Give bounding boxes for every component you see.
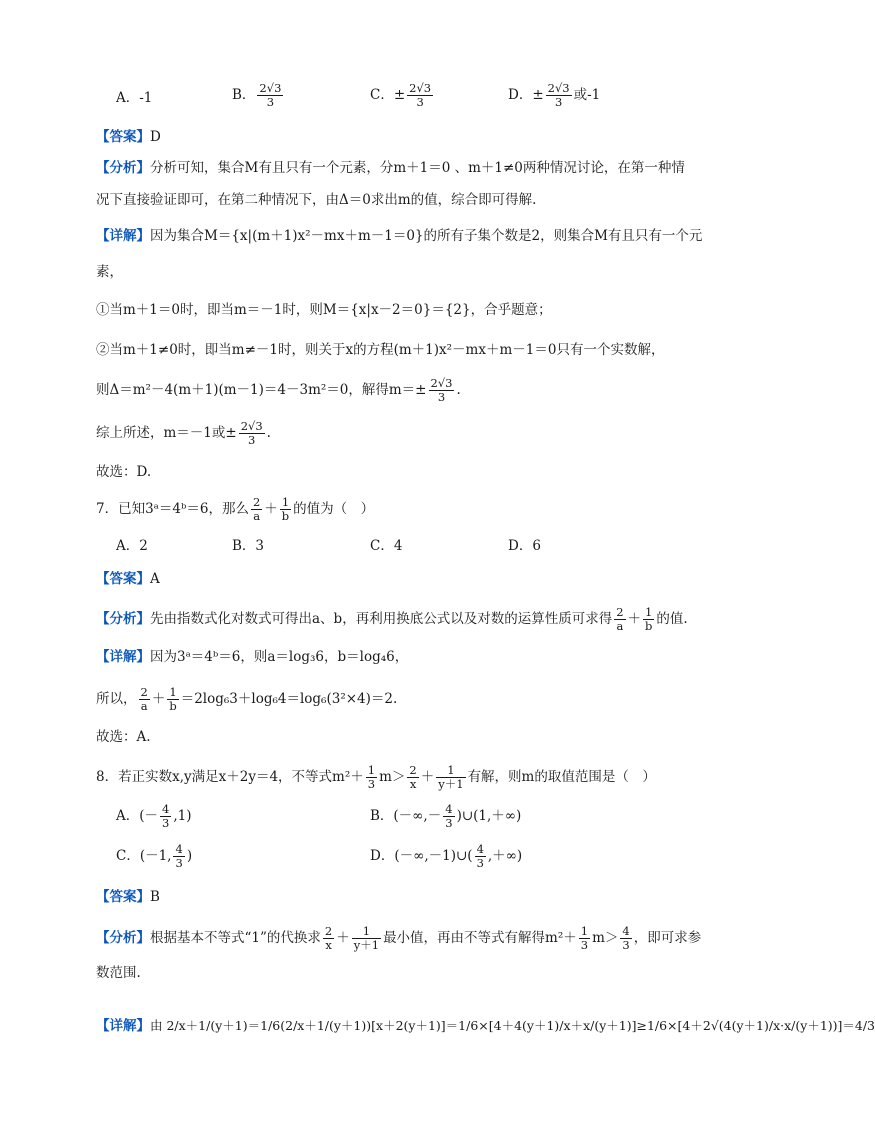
q6-option-d-suffix: 或-1 — [573, 87, 601, 103]
q6-option-b-fraction — [257, 82, 283, 109]
q8-analysis-f1-den: x — [325, 938, 332, 952]
q6-summary-prefix: 综上所述，m＝－1或± — [96, 425, 237, 441]
q7-detail-plus: ＋ — [151, 691, 166, 707]
q7-analysis-f1-num: 2 — [616, 605, 624, 619]
q6-analysis-text1: 分析可知，集合M有且只有一个元素，分m＋1＝0 、m＋1≠0两种情况讨论，在第一种情 — [150, 160, 685, 176]
q8-answer: B — [150, 889, 160, 905]
q7-stem-suffix: 的值为（ ） — [293, 501, 375, 517]
q7-detail-fraction-2 — [167, 686, 178, 713]
q8-option-a-num: 4 — [162, 802, 170, 816]
q7-analysis-plus: ＋ — [627, 611, 642, 627]
q7-analysis-suffix: 的值. — [656, 611, 688, 627]
q7-answer-line — [96, 569, 704, 589]
q6-option-d-num: 2√3 — [547, 81, 570, 95]
q6-option-b-den: 3 — [266, 95, 275, 109]
q7-analysis-fraction-2 — [643, 606, 654, 633]
q8-analysis-tag: 【分析】 — [96, 930, 150, 946]
q8-option-a — [116, 803, 192, 830]
q7-option-b: B．3 — [232, 538, 265, 554]
q8-option-c-num: 4 — [175, 842, 183, 856]
q6-option-d-fraction — [546, 82, 572, 109]
q6-summary-num: 2√3 — [240, 419, 263, 433]
q8-stem-f3-den: y＋1 — [438, 777, 464, 791]
q8-option-d-den: 3 — [476, 856, 484, 870]
q8-option-c — [116, 843, 192, 870]
q8-answer-line — [96, 887, 704, 907]
q6-summary-fraction — [239, 420, 265, 447]
q6-detail-tag: 【详解】 — [96, 228, 150, 244]
q8-analysis-fraction-4 — [620, 925, 631, 952]
q8-option-c-den: 3 — [175, 856, 183, 870]
q8-analysis-f3-num: 1 — [580, 924, 589, 938]
q6-analysis-tag: 【分析】 — [96, 160, 150, 176]
q7-detail-l2-prefix: 所以， — [96, 691, 137, 707]
q7-choose: 故选：A. — [96, 729, 151, 745]
q8-option-b-suffix: )∪(1,＋∞) — [456, 808, 522, 824]
q6-option-b-prefix: B． — [232, 87, 256, 103]
q8-analysis-line2: 数范围. — [96, 965, 141, 981]
q8-option-b-num: 4 — [445, 802, 453, 816]
q7-stem — [96, 496, 704, 523]
q7-analysis-line — [96, 606, 704, 633]
q8-option-a-suffix: ,1) — [173, 808, 192, 824]
q7-detail-f2-den: b — [169, 699, 177, 713]
q7-stem-prefix: 7．已知3ᵃ＝4ᵇ＝6，那么 — [96, 501, 249, 517]
q7-detail-f2-num: 1 — [167, 686, 178, 700]
q7-detail-fraction-1 — [139, 686, 150, 713]
q8-stem-mid: m＞ — [379, 769, 406, 785]
q7-analysis-prefix: 先由指数式化对数式可得出a、b，再利用换底公式以及对数的运算性质可求得 — [150, 611, 613, 627]
q6-analysis-line2: 况下直接验证即可，在第二种情况下，由Δ＝0求出m的值，综合即可得解. — [96, 192, 537, 208]
q7-detail-text1: 因为3ᵃ＝4ᵇ＝6，则a＝log₃6，b＝log₄6， — [150, 649, 409, 665]
q6-analysis-line1 — [96, 158, 704, 178]
q8-option-a-fraction — [160, 803, 171, 830]
q7-analysis-f2-den: b — [645, 619, 653, 633]
q8-stem-fraction-3 — [436, 764, 465, 791]
q7-detail-line1 — [96, 647, 704, 667]
q8-option-d-prefix: D．(－∞,－1)∪( — [370, 848, 473, 864]
q8-analysis-prefix: 根据基本不等式“1”的代换求 — [150, 930, 321, 946]
q7-analysis-fraction-1 — [614, 606, 625, 633]
q8-stem-fraction-1 — [366, 764, 377, 791]
q8-analysis-suffix: ，即可求参 — [633, 930, 702, 946]
q8-option-c-prefix: C．(－1, — [116, 848, 172, 864]
q6-option-b — [232, 82, 285, 109]
q6-summary-line — [96, 420, 704, 447]
q8-option-a-prefix: A．(－ — [116, 808, 159, 824]
q8-analysis-f2-den: y＋1 — [353, 938, 380, 952]
q6-detail-line1 — [96, 226, 704, 246]
q8-analysis-fraction-1 — [323, 925, 334, 952]
q8-analysis-mid: 最小值，再由不等式有解得m²＋ — [383, 930, 577, 946]
q7-answer: A — [150, 571, 160, 587]
q6-option-c-num: 2√3 — [409, 81, 432, 95]
q8-option-d — [370, 843, 522, 870]
q8-option-b — [370, 803, 521, 830]
q6-option-c — [370, 82, 435, 109]
q8-stem — [96, 764, 704, 791]
q8-analysis-f3-den: 3 — [580, 938, 589, 952]
q6-option-c-fraction — [407, 82, 433, 109]
q6-detail-line2: 素， — [96, 264, 123, 280]
q6-option-c-prefix: C．± — [370, 87, 406, 103]
q8-stem-plus: ＋ — [420, 769, 435, 785]
q7-option-a: A．2 — [116, 538, 148, 554]
q6-delta-prefix: 则Δ＝m²－4(m＋1)(m－1)＝4－3m²＝0，解得m＝± — [96, 382, 427, 398]
q7-option-c: C．4 — [370, 538, 403, 554]
q6-option-d — [508, 82, 600, 109]
q8-option-b-prefix: B．(－∞,－ — [370, 808, 442, 824]
q6-choose: 故选：D. — [96, 464, 152, 480]
q6-case2: ②当m＋1≠0时，即当m≠－1时，则关于x的方程(m＋1)x²－mx＋m－1＝0只有一个实数解， — [96, 342, 665, 358]
q7-stem-f1-num: 2 — [252, 495, 261, 509]
q7-analysis-f2-num: 1 — [643, 606, 654, 620]
q7-stem-fraction-1 — [251, 496, 262, 523]
q8-option-c-fraction — [173, 843, 184, 870]
q8-analysis-fraction-2 — [352, 925, 381, 952]
q6-summary-den: 3 — [248, 433, 256, 447]
q8-stem-f1-num: 1 — [367, 763, 376, 777]
q6-answer: D — [150, 129, 161, 145]
q8-analysis-plus: ＋ — [336, 930, 350, 946]
q6-delta-fraction — [429, 377, 455, 404]
q6-option-a: A．-1 — [116, 90, 153, 106]
q6-option-b-num: 2√3 — [259, 81, 282, 95]
q7-stem-f2-num: 1 — [280, 496, 291, 510]
q6-delta-num: 2√3 — [430, 376, 453, 390]
q8-analysis-fraction-3 — [579, 925, 590, 952]
q8-detail-line — [96, 1016, 875, 1036]
q8-answer-tag: 【答案】 — [96, 889, 150, 905]
q8-analysis-line1 — [96, 925, 704, 952]
q7-detail-l2-suffix: ＝2log₆3＋log₆4＝log₆(3²×4)＝2. — [180, 691, 398, 707]
q8-analysis-f4-num: 4 — [622, 924, 630, 938]
q8-stem-f3-num: 1 — [436, 764, 465, 778]
q7-option-d: D．6 — [508, 538, 541, 554]
q6-delta-den: 3 — [437, 390, 446, 404]
q7-stem-f2-den: b — [281, 509, 290, 523]
q8-analysis-f4-den: 3 — [622, 938, 630, 952]
q8-option-b-den: 3 — [445, 816, 453, 830]
q6-answer-tag: 【答案】 — [96, 129, 150, 145]
q7-analysis-f1-den: a — [616, 619, 624, 633]
q6-case1: ①当m＋1＝0时，即当m＝－1时，则M＝{x|x－2＝0}＝{2}，合乎题意； — [96, 302, 552, 318]
q6-option-d-den: 3 — [554, 95, 563, 109]
q8-option-c-suffix: ) — [186, 848, 193, 864]
q6-option-d-prefix: D．± — [508, 87, 544, 103]
q8-analysis-f1-num: 2 — [324, 924, 333, 938]
q7-analysis-tag: 【分析】 — [96, 611, 150, 627]
q8-stem-suffix: 有解，则m的取值范围是（ ） — [467, 769, 656, 785]
q8-stem-fraction-2 — [407, 764, 418, 791]
q7-stem-f1-den: a — [253, 509, 261, 523]
q8-option-b-fraction — [443, 803, 454, 830]
q6-delta-suffix: . — [456, 382, 461, 398]
q8-stem-f1-den: 3 — [367, 777, 376, 791]
q8-option-a-den: 3 — [162, 816, 170, 830]
q6-answer-line — [96, 127, 704, 147]
q6-delta-line — [96, 377, 704, 404]
q7-stem-fraction-2 — [280, 496, 291, 523]
q8-detail-tag: 【详解】 — [96, 1018, 150, 1034]
q8-option-d-num: 4 — [476, 842, 484, 856]
q7-detail-tag: 【详解】 — [96, 649, 150, 665]
q8-option-d-fraction — [475, 843, 486, 870]
q6-detail-text1: 因为集合M＝{x|(m＋1)x²－mx＋m－1＝0}的所有子集个数是2，则集合M有且只有一个元 — [150, 228, 703, 244]
q8-detail-text: 由 2/x＋1/(y＋1)＝1/6(2/x＋1/(y＋1))[x＋2(y＋1)]＝1/6×[4＋4(y＋1)/x＋x/(y＋1)]≥1/6×[4＋2√(4(y＋1)/x·x/(y＋1))]＝4/3 — [150, 1018, 875, 1033]
q8-analysis-f2-num: 1 — [352, 925, 381, 939]
q8-stem-f2-den: x — [409, 777, 417, 791]
q7-answer-tag: 【答案】 — [96, 571, 150, 587]
q6-summary-suffix: . — [266, 425, 271, 441]
q8-stem-f2-num: 2 — [409, 763, 417, 777]
q7-detail-f1-den: a — [140, 699, 148, 713]
q8-analysis-mid2: m＞ — [592, 930, 619, 946]
q8-stem-prefix: 8．若正实数x,y满足x＋2y＝4，不等式m²＋ — [96, 769, 364, 785]
q7-stem-plus: ＋ — [264, 501, 278, 517]
q7-detail-f1-num: 2 — [140, 685, 148, 699]
q8-option-d-suffix: ,＋∞) — [487, 848, 523, 864]
q6-option-c-den: 3 — [416, 95, 424, 109]
q7-detail-line2 — [96, 686, 704, 713]
